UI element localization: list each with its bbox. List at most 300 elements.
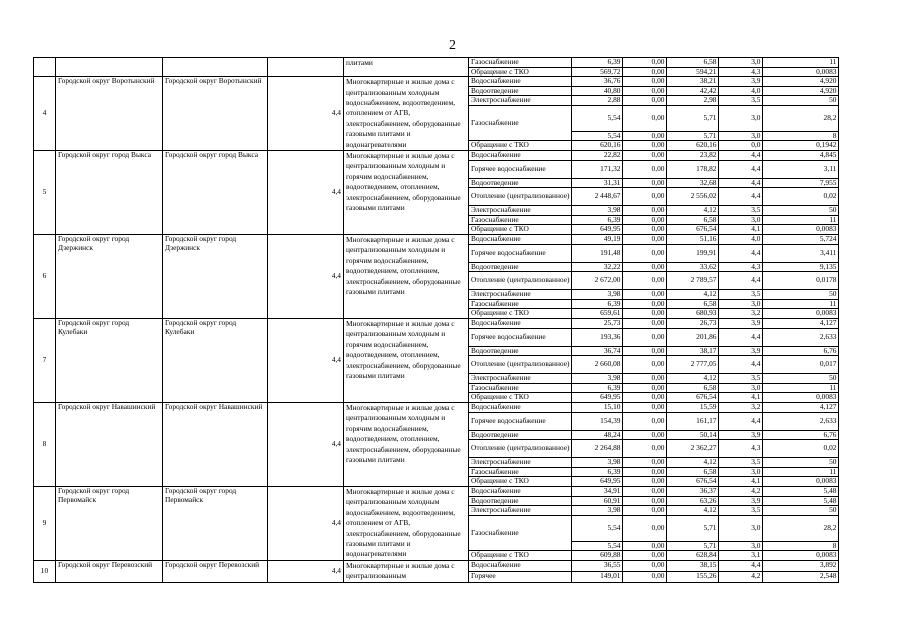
service-name-cell: Водоотведение [469, 346, 572, 356]
tariff-before-cell: 36,76 [572, 77, 623, 87]
growth-pct-cell: 4,0 [719, 86, 763, 96]
tariff-after-cell: 6,58 [667, 299, 719, 309]
growth-cell: 0,00 [623, 58, 667, 68]
service-name-cell: Обращение с ТКО [469, 477, 572, 487]
growth-pct-cell: 3,0 [719, 105, 763, 131]
tariff-after-cell: 5,71 [667, 515, 719, 541]
growth-pct-cell: 3,0 [719, 541, 763, 551]
growth-pct-cell: 4,4 [719, 356, 763, 374]
consumption-cell: 11 [763, 299, 839, 309]
district-cell: Городской округ город Дзержинск [56, 235, 163, 319]
tariff-after-cell: 4,12 [667, 290, 719, 300]
growth-pct-cell: 4,0 [719, 235, 763, 245]
growth-cell: 0,00 [623, 551, 667, 561]
growth-pct-cell: 4,1 [719, 225, 763, 235]
growth-cell: 0,00 [623, 262, 667, 272]
tariff-after-cell: 676,54 [667, 225, 719, 235]
tariff-after-cell: 620,16 [667, 141, 719, 151]
growth-pct-cell: 3,0 [719, 131, 763, 141]
growth-cell: 0,00 [623, 393, 667, 403]
tariff-before-cell: 5,54 [572, 105, 623, 131]
tariff-before-cell: 6,39 [572, 215, 623, 225]
tariff-before-cell: 34,91 [572, 486, 623, 496]
consumption-cell: 8 [763, 541, 839, 551]
growth-cell: 0,00 [623, 206, 667, 216]
growth-cell: 0,00 [623, 178, 667, 188]
service-name-cell: Водоотведение [469, 430, 572, 440]
service-name-cell: Обращение с ТКО [469, 393, 572, 403]
growth-pct-cell: 4,3 [719, 262, 763, 272]
tariff-after-cell: 201,86 [667, 328, 719, 346]
growth-pct-cell: 3,5 [719, 506, 763, 516]
consumption-cell: 11 [763, 467, 839, 477]
number-cell [34, 58, 56, 77]
table-row [34, 77, 839, 87]
growth-cell: 0,00 [623, 560, 667, 571]
growth-cell: 0,00 [623, 86, 667, 96]
tariff-after-cell: 38,21 [667, 77, 719, 87]
growth-cell: 0,00 [623, 131, 667, 141]
growth-cell: 0,00 [623, 96, 667, 106]
growth-pct-cell: 3,1 [719, 551, 763, 561]
tariff-after-cell: 6,58 [667, 215, 719, 225]
tariff-before-cell: 2 660,08 [572, 356, 623, 374]
growth-cell: 0,00 [623, 486, 667, 496]
service-name-cell: Электроснабжение [469, 206, 572, 216]
service-name-cell: Электроснабжение [469, 458, 572, 468]
tariff-after-cell: 4,12 [667, 374, 719, 384]
tariff-after-cell: 161,17 [667, 412, 719, 430]
description-cell: Многоквартирные и жилые дома с централизованным холодным водоснабжением, водоотведением, отоплением от АГВ, электроснабжением, оборудованные газовыми плитами и водонагревателями [344, 77, 469, 151]
tariff-before-cell: 649,95 [572, 477, 623, 487]
consumption-cell: 11 [763, 58, 839, 68]
description-cell: Многоквартирные и жилые дома с централизованным холодным водоснабжением, водоотведением, отоплением от АГВ, электроснабжением, оборудованные газовыми плитами и водонагревателями [344, 486, 469, 560]
tariff-after-cell: 2 789,57 [667, 272, 719, 290]
tariff-after-cell: 594,21 [667, 67, 719, 77]
tariff-after-cell: 5,71 [667, 131, 719, 141]
growth-cell: 0,00 [623, 141, 667, 151]
consumption-cell: 4,127 [763, 318, 839, 328]
service-name-cell: Газоснабжение [469, 383, 572, 393]
index-cell: 4,4 [268, 486, 344, 560]
tariff-before-cell: 149,01 [572, 571, 623, 582]
growth-cell: 0,00 [623, 299, 667, 309]
growth-cell: 0,00 [623, 151, 667, 161]
service-name-cell: Водоотведение [469, 86, 572, 96]
growth-cell: 0,00 [623, 571, 667, 582]
district-cell: Городской округ город Выкса [56, 151, 163, 235]
consumption-cell: 2,633 [763, 412, 839, 430]
tariff-before-cell: 659,61 [572, 309, 623, 319]
growth-cell: 0,00 [623, 272, 667, 290]
growth-pct-cell: 4,2 [719, 571, 763, 582]
tariff-before-cell: 2,88 [572, 96, 623, 106]
consumption-cell: 0,0083 [763, 393, 839, 403]
number-cell: 8 [34, 402, 56, 486]
tariff-before-cell: 36,74 [572, 346, 623, 356]
tariff-after-cell: 50,14 [667, 430, 719, 440]
service-name-cell: Электроснабжение [469, 290, 572, 300]
consumption-cell: 0,0083 [763, 477, 839, 487]
service-name-cell: Обращение с ТКО [469, 141, 572, 151]
tariff-after-cell: 63,26 [667, 496, 719, 506]
service-name-cell: Газоснабжение [469, 515, 572, 550]
tariff-before-cell: 649,95 [572, 225, 623, 235]
growth-cell: 0,00 [623, 318, 667, 328]
tariff-before-cell: 5,54 [572, 541, 623, 551]
growth-pct-cell: 3,5 [719, 374, 763, 384]
tariff-after-cell: 2,98 [667, 96, 719, 106]
growth-pct-cell: 3,9 [719, 77, 763, 87]
tariff-before-cell: 6,39 [572, 467, 623, 477]
tariff-after-cell: 2 362,27 [667, 440, 719, 458]
growth-pct-cell: 3,0 [719, 58, 763, 68]
consumption-cell: 2,633 [763, 328, 839, 346]
tariff-before-cell: 649,95 [572, 393, 623, 403]
tariff-before-cell: 15,10 [572, 402, 623, 412]
service-name-cell: Водоснабжение [469, 486, 572, 496]
tariff-before-cell: 3,98 [572, 506, 623, 516]
service-name-cell: Горячее водоснабжение [469, 160, 572, 178]
tariff-after-cell: 38,15 [667, 560, 719, 571]
growth-cell: 0,00 [623, 430, 667, 440]
consumption-cell: 0,02 [763, 440, 839, 458]
table-row [34, 151, 839, 161]
tariff-before-cell: 620,16 [572, 141, 623, 151]
consumption-cell: 3,892 [763, 560, 839, 571]
tariff-before-cell: 569,72 [572, 67, 623, 77]
district-cell [56, 58, 163, 77]
index-cell: 4,4 [268, 235, 344, 319]
service-name-cell: Водоснабжение [469, 151, 572, 161]
tariff-before-cell: 5,54 [572, 131, 623, 141]
growth-cell: 0,00 [623, 160, 667, 178]
growth-cell: 0,00 [623, 328, 667, 346]
tariff-after-cell: 4,12 [667, 506, 719, 516]
service-name-cell: Отопление (централизованное) [469, 440, 572, 458]
service-name-cell: Отопление (централизованное) [469, 272, 572, 290]
tariff-before-cell: 193,36 [572, 328, 623, 346]
consumption-cell: 50 [763, 506, 839, 516]
table-row [34, 235, 839, 245]
growth-cell: 0,00 [623, 309, 667, 319]
consumption-cell: 4,127 [763, 402, 839, 412]
tariff-before-cell: 25,73 [572, 318, 623, 328]
consumption-cell: 9,135 [763, 262, 839, 272]
number-cell: 4 [34, 77, 56, 151]
growth-cell: 0,00 [623, 290, 667, 300]
consumption-cell: 3,11 [763, 160, 839, 178]
municipality-cell [163, 58, 268, 77]
growth-pct-cell: 3,0 [719, 383, 763, 393]
tariff-after-cell: 51,16 [667, 235, 719, 245]
page-number: 2 [449, 38, 456, 53]
consumption-cell: 6,76 [763, 346, 839, 356]
consumption-cell: 0,02 [763, 188, 839, 206]
tariff-before-cell: 3,98 [572, 290, 623, 300]
growth-cell: 0,00 [623, 225, 667, 235]
number-cell: 6 [34, 235, 56, 319]
growth-pct-cell: 3,2 [719, 402, 763, 412]
consumption-cell: 50 [763, 206, 839, 216]
growth-pct-cell: 3,0 [719, 215, 763, 225]
growth-cell: 0,00 [623, 188, 667, 206]
growth-pct-cell: 4,4 [719, 151, 763, 161]
tariff-after-cell: 38,17 [667, 346, 719, 356]
growth-pct-cell: 3,9 [719, 496, 763, 506]
service-name-cell: Горячее водоснабжение [469, 412, 572, 430]
growth-pct-cell: 3,9 [719, 346, 763, 356]
tariff-before-cell: 191,48 [572, 244, 623, 262]
district-cell: Городской округ город Кулебаки [56, 318, 163, 402]
tariff-before-cell: 6,39 [572, 299, 623, 309]
tariff-after-cell: 36,37 [667, 486, 719, 496]
tariff-before-cell: 5,54 [572, 515, 623, 541]
tariff-before-cell: 154,39 [572, 412, 623, 430]
growth-pct-cell: 3,5 [719, 206, 763, 216]
index-cell [268, 58, 344, 77]
consumption-cell: 0,0083 [763, 309, 839, 319]
growth-pct-cell: 4,4 [719, 244, 763, 262]
growth-cell: 0,00 [623, 506, 667, 516]
tariff-before-cell: 22,82 [572, 151, 623, 161]
growth-pct-cell: 4,4 [719, 560, 763, 571]
growth-cell: 0,00 [623, 402, 667, 412]
growth-pct-cell: 4,2 [719, 486, 763, 496]
tariff-after-cell: 26,73 [667, 318, 719, 328]
tariff-before-cell: 31,31 [572, 178, 623, 188]
growth-cell: 0,00 [623, 541, 667, 551]
growth-cell: 0,00 [623, 356, 667, 374]
tariff-after-cell: 15,59 [667, 402, 719, 412]
tariff-before-cell: 2 264,88 [572, 440, 623, 458]
growth-pct-cell: 0,0 [719, 141, 763, 151]
growth-pct-cell: 3,5 [719, 96, 763, 106]
tariff-table [33, 57, 839, 583]
number-cell: 5 [34, 151, 56, 235]
growth-cell: 0,00 [623, 477, 667, 487]
district-cell: Городской округ Навашинский [56, 402, 163, 486]
district-cell: Городской округ город Первомайск [56, 486, 163, 560]
tariff-before-cell: 49,19 [572, 235, 623, 245]
consumption-cell: 8 [763, 131, 839, 141]
index-cell: 4,4 [268, 402, 344, 486]
growth-pct-cell: 3,9 [719, 430, 763, 440]
municipality-cell: Городской округ город Первомайск [163, 486, 268, 560]
consumption-cell: 0,0083 [763, 67, 839, 77]
tariff-before-cell: 48,24 [572, 430, 623, 440]
consumption-cell: 50 [763, 290, 839, 300]
growth-pct-cell: 3,5 [719, 290, 763, 300]
consumption-cell: 4,920 [763, 86, 839, 96]
service-name-cell: Водоснабжение [469, 560, 572, 571]
tariff-before-cell: 60,91 [572, 496, 623, 506]
index-cell: 4,4 [268, 318, 344, 402]
tariff-after-cell: 5,71 [667, 541, 719, 551]
consumption-cell: 50 [763, 458, 839, 468]
growth-cell: 0,00 [623, 515, 667, 541]
growth-pct-cell: 3,0 [719, 515, 763, 541]
municipality-cell: Городской округ город Кулебаки [163, 318, 268, 402]
growth-cell: 0,00 [623, 244, 667, 262]
growth-pct-cell: 4,4 [719, 412, 763, 430]
tariff-after-cell: 178,82 [667, 160, 719, 178]
tariff-before-cell: 36,55 [572, 560, 623, 571]
table-row [34, 486, 839, 496]
growth-pct-cell: 3,0 [719, 299, 763, 309]
service-name-cell: Горячее [469, 571, 572, 582]
tariff-before-cell: 6,39 [572, 383, 623, 393]
tariff-after-cell: 676,54 [667, 477, 719, 487]
municipality-cell: Городской округ Воротынский [163, 77, 268, 151]
tariff-after-cell: 680,93 [667, 309, 719, 319]
tariff-after-cell: 628,84 [667, 551, 719, 561]
service-name-cell: Электроснабжение [469, 374, 572, 384]
tariff-after-cell: 6,58 [667, 383, 719, 393]
number-cell: 7 [34, 318, 56, 402]
index-cell: 4,4 [268, 151, 344, 235]
consumption-cell: 50 [763, 96, 839, 106]
tariff-after-cell: 23,82 [667, 151, 719, 161]
tariff-after-cell: 155,26 [667, 571, 719, 582]
consumption-cell: 0,1942 [763, 141, 839, 151]
consumption-cell: 50 [763, 374, 839, 384]
consumption-cell: 2,548 [763, 571, 839, 582]
consumption-cell: 28,2 [763, 515, 839, 541]
tariff-before-cell: 2 448,67 [572, 188, 623, 206]
service-name-cell: Газоснабжение [469, 105, 572, 140]
service-name-cell: Газоснабжение [469, 299, 572, 309]
tariff-after-cell: 4,12 [667, 206, 719, 216]
tariff-after-cell: 33,62 [667, 262, 719, 272]
growth-cell: 0,00 [623, 458, 667, 468]
consumption-cell: 11 [763, 215, 839, 225]
tariff-before-cell: 3,98 [572, 458, 623, 468]
municipality-cell: Городской округ город Выкса [163, 151, 268, 235]
tariff-before-cell: 6,39 [572, 58, 623, 68]
consumption-cell: 0,0083 [763, 551, 839, 561]
service-name-cell: Водоотведение [469, 178, 572, 188]
growth-pct-cell: 3,9 [719, 318, 763, 328]
growth-cell: 0,00 [623, 374, 667, 384]
consumption-cell: 3,411 [763, 244, 839, 262]
tariff-after-cell: 199,91 [667, 244, 719, 262]
tariff-before-cell: 32,22 [572, 262, 623, 272]
municipality-cell: Городской округ Навашинский [163, 402, 268, 486]
description-cell: Многоквартирные и жилые дома с централизованным холодным и горячим водоснабжением, водоотведением, отоплением, электроснабжением, оборудованные газовыми плитами [344, 318, 469, 402]
consumption-cell: 0,017 [763, 356, 839, 374]
growth-cell: 0,00 [623, 67, 667, 77]
description-cell: Многоквартирные и жилые дома с централизованным холодным и горячим водоснабжением, водоотведением, отоплением, электроснабжением, оборудованные газовыми плитами [344, 235, 469, 319]
growth-cell: 0,00 [623, 383, 667, 393]
consumption-cell: 7,955 [763, 178, 839, 188]
service-name-cell: Водоотведение [469, 262, 572, 272]
growth-pct-cell: 4,4 [719, 272, 763, 290]
growth-cell: 0,00 [623, 412, 667, 430]
table-row [34, 318, 839, 328]
service-name-cell: Водоотведение [469, 496, 572, 506]
district-cell: Городской округ Воротынский [56, 77, 163, 151]
service-name-cell: Водоснабжение [469, 318, 572, 328]
consumption-cell: 5,48 [763, 486, 839, 496]
consumption-cell: 11 [763, 383, 839, 393]
growth-cell: 0,00 [623, 77, 667, 87]
growth-pct-cell: 4,4 [719, 328, 763, 346]
municipality-cell: Городской округ город Дзержинск [163, 235, 268, 319]
growth-pct-cell: 4,4 [719, 188, 763, 206]
consumption-cell: 4,920 [763, 77, 839, 87]
tariff-after-cell: 32,68 [667, 178, 719, 188]
table-row [34, 560, 839, 571]
description-cell: Многоквартирные и жилые дома с централизованным холодным и горячим водоснабжением, водоотведением, отоплением, электроснабжением, оборудованные газовыми плитами [344, 402, 469, 486]
growth-pct-cell: 4,4 [719, 160, 763, 178]
service-name-cell: Обращение с ТКО [469, 67, 572, 77]
service-name-cell: Электроснабжение [469, 96, 572, 106]
service-name-cell: Обращение с ТКО [469, 309, 572, 319]
tariff-after-cell: 2 777,05 [667, 356, 719, 374]
growth-pct-cell: 4,3 [719, 440, 763, 458]
consumption-cell: 4,845 [763, 151, 839, 161]
description-cell: плитами [344, 58, 469, 77]
number-cell: 10 [34, 560, 56, 582]
service-name-cell: Газоснабжение [469, 58, 572, 68]
growth-cell: 0,00 [623, 467, 667, 477]
service-name-cell: Водоснабжение [469, 402, 572, 412]
tariff-after-cell: 676,54 [667, 393, 719, 403]
service-name-cell: Газоснабжение [469, 215, 572, 225]
consumption-cell: 0,0083 [763, 225, 839, 235]
tariff-after-cell: 5,71 [667, 105, 719, 131]
growth-pct-cell: 4,3 [719, 67, 763, 77]
tariff-before-cell: 2 672,00 [572, 272, 623, 290]
tariff-after-cell: 2 556,02 [667, 188, 719, 206]
consumption-cell: 5,724 [763, 235, 839, 245]
consumption-cell: 28,2 [763, 105, 839, 131]
growth-pct-cell: 3,2 [719, 309, 763, 319]
tariff-before-cell: 609,88 [572, 551, 623, 561]
growth-pct-cell: 4,1 [719, 393, 763, 403]
tariff-before-cell: 3,98 [572, 374, 623, 384]
index-cell: 4,4 [268, 560, 344, 582]
table-row [34, 58, 839, 68]
service-name-cell: Водоснабжение [469, 235, 572, 245]
service-name-cell: Отопление (централизованное) [469, 356, 572, 374]
description-cell: Многоквартирные и жилые дома с централизованным холодным и горячим водоснабжением, водоотведением, отоплением, электроснабжением, оборудованные газовыми плитами [344, 151, 469, 235]
tariff-before-cell: 171,32 [572, 160, 623, 178]
tariff-after-cell: 6,58 [667, 58, 719, 68]
tariff-after-cell: 6,58 [667, 467, 719, 477]
index-cell: 4,4 [268, 77, 344, 151]
service-name-cell: Водоснабжение [469, 77, 572, 87]
growth-cell: 0,00 [623, 215, 667, 225]
tariff-before-cell: 3,98 [572, 206, 623, 216]
service-name-cell: Отопление (централизованное) [469, 188, 572, 206]
growth-cell: 0,00 [623, 105, 667, 131]
service-name-cell: Обращение с ТКО [469, 551, 572, 561]
service-name-cell: Электроснабжение [469, 506, 572, 516]
service-name-cell: Горячее водоснабжение [469, 328, 572, 346]
tariff-after-cell: 4,12 [667, 458, 719, 468]
consumption-cell: 0,0178 [763, 272, 839, 290]
service-name-cell: Обращение с ТКО [469, 225, 572, 235]
growth-cell: 0,00 [623, 440, 667, 458]
number-cell: 9 [34, 486, 56, 560]
growth-cell: 0,00 [623, 496, 667, 506]
district-cell: Городской округ Перевозский [56, 560, 163, 582]
growth-pct-cell: 3,5 [719, 458, 763, 468]
description-cell: Многоквартирные и жилые дома с централизованным [344, 560, 469, 582]
growth-pct-cell: 3,0 [719, 467, 763, 477]
